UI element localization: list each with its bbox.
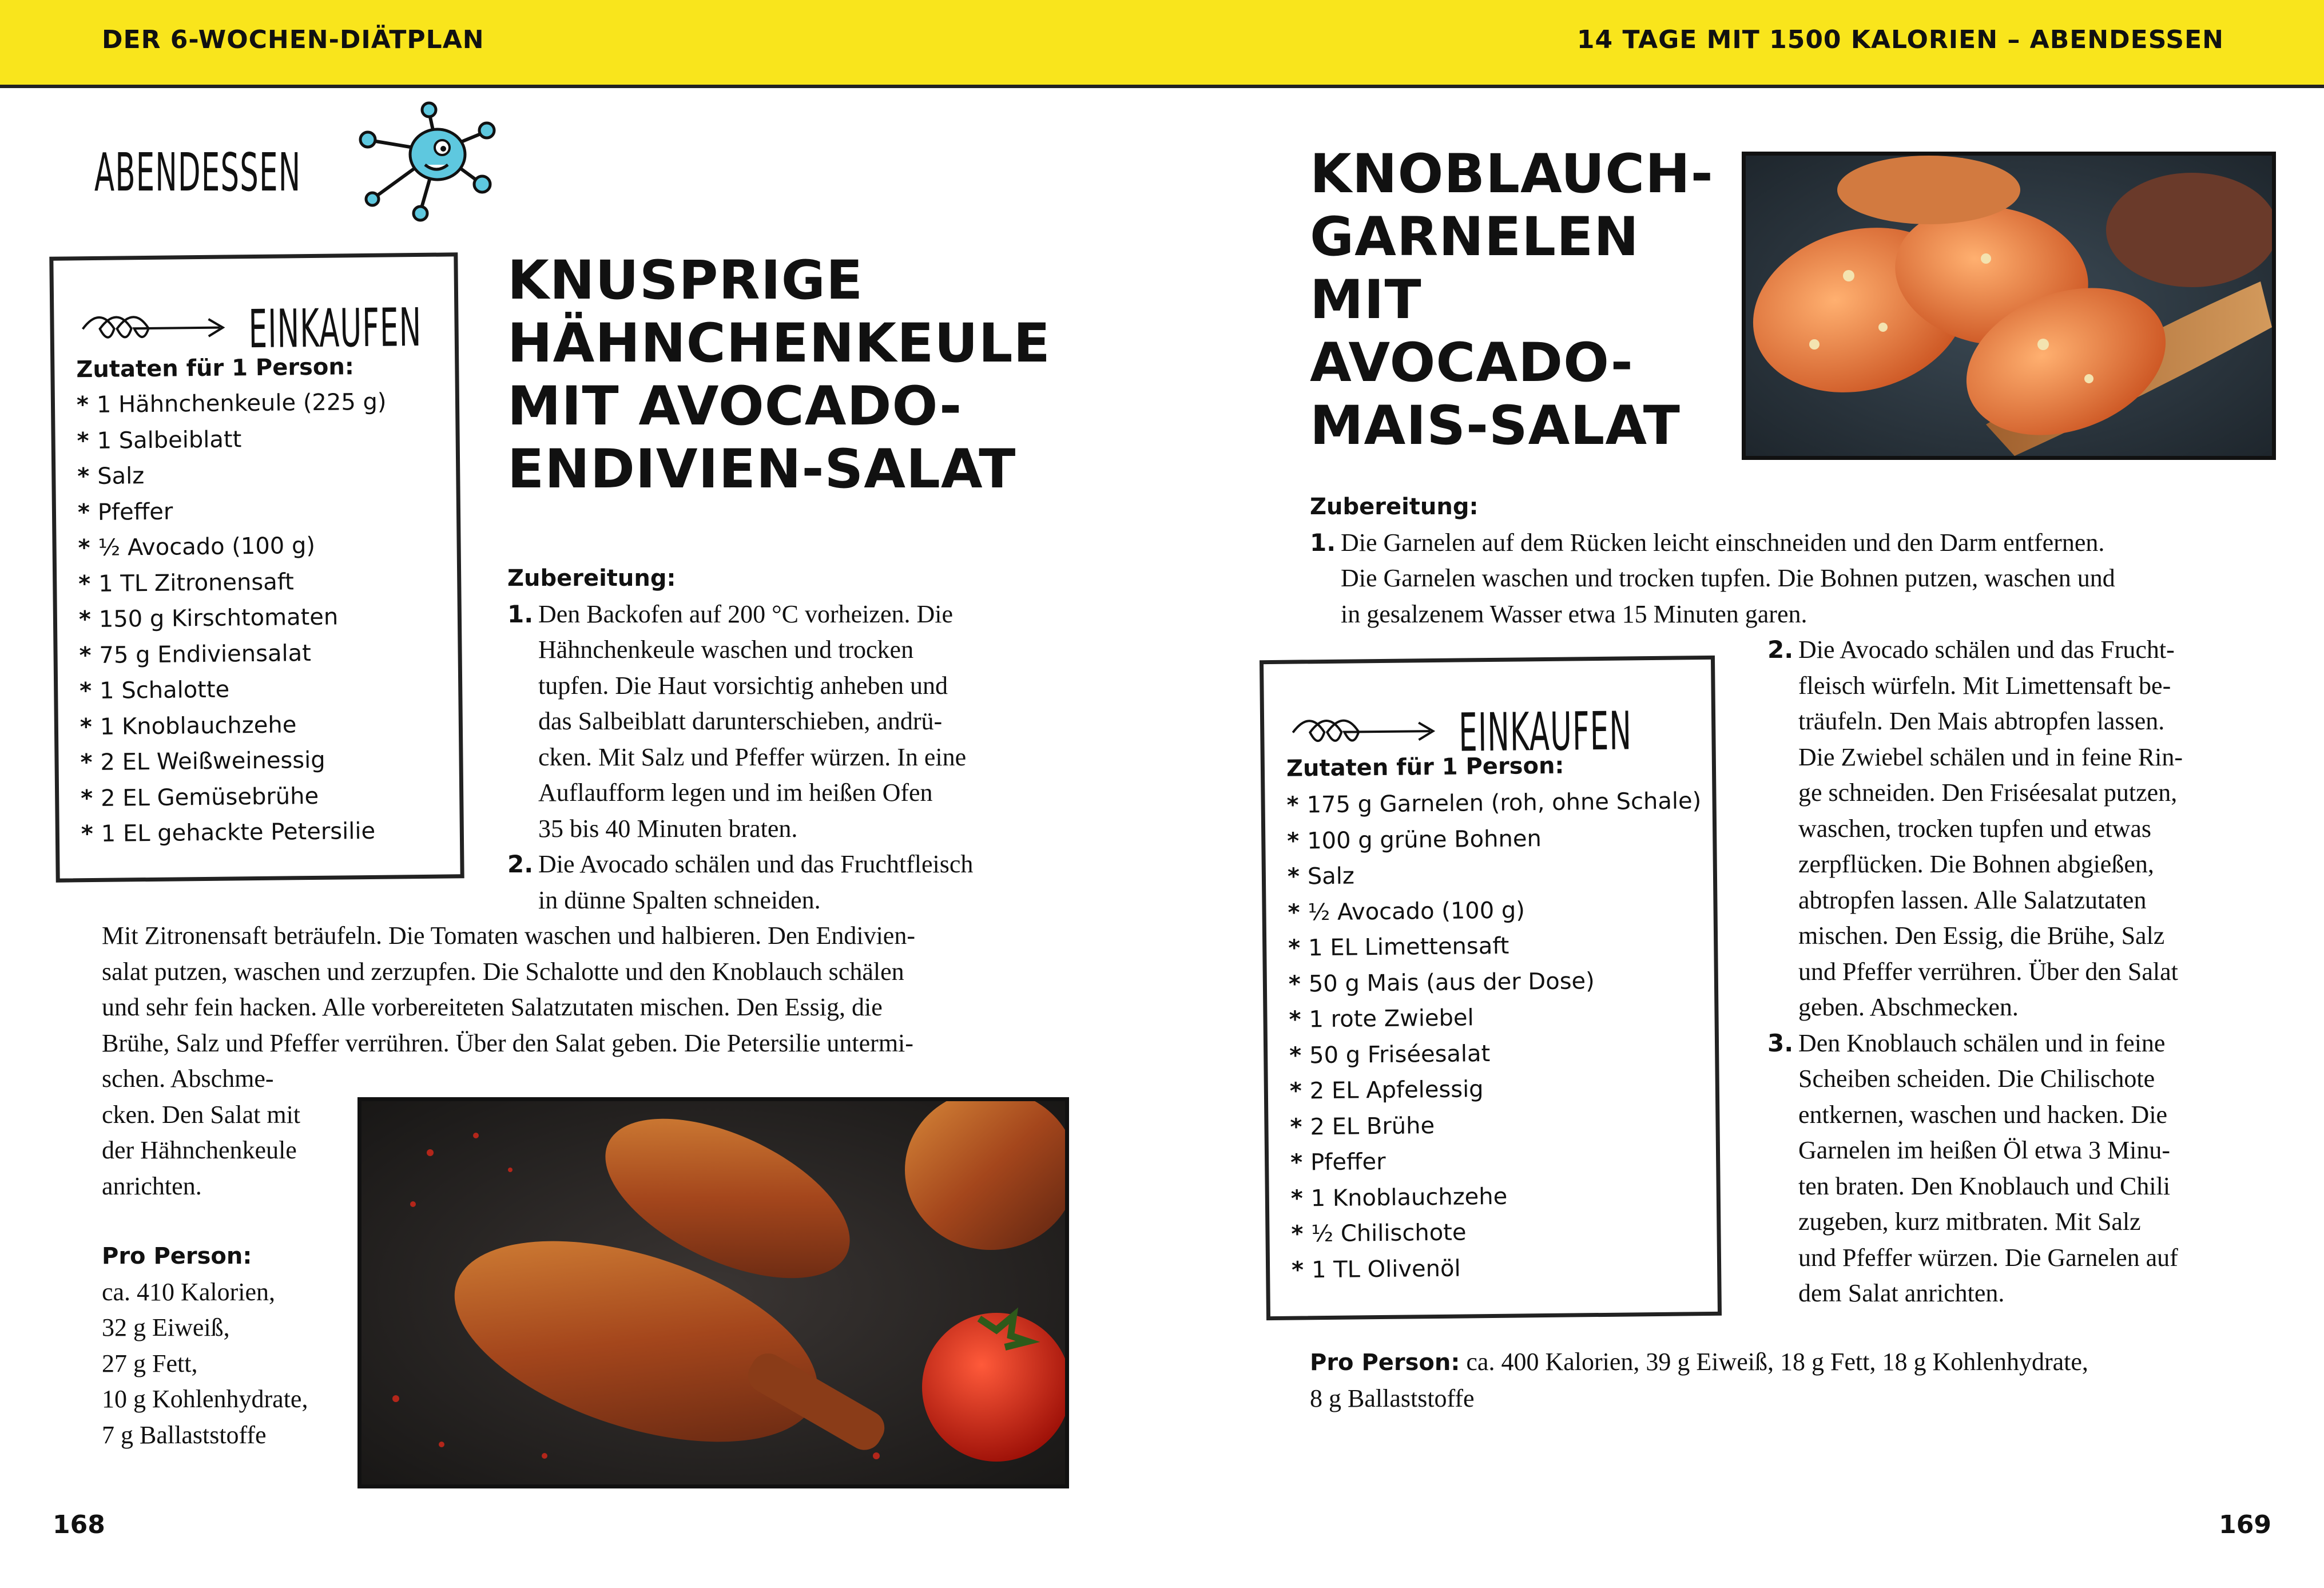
step-3-right: 3. Den Knoblauch schälen und in feine Scheiben scheiden. Die Chilischote entkernen, waschen und hacken. Die Garnelen im heißen Öl etwa 3 Minu- ten braten. Den Knoblauch und Chili zugeben, kurz mitbraten. Mit Salz und Pfeffer würzen. Die Garnelen auf dem Salat anrichten.: [1767, 1029, 2178, 1307]
arrow-doodle-icon: [77, 293, 232, 358]
ingredients-list-right: [1286, 783, 1706, 1288]
header-left-title: DER 6-WOCHEN-DIÄTPLAN: [102, 25, 484, 54]
ingredient-item: * Pfeffer: [1290, 1148, 1386, 1176]
preparation-right-column: [1767, 632, 2282, 1312]
shopping-box-right: [1260, 656, 1722, 1320]
preparation-right: [1310, 489, 2282, 632]
preparation-left: [507, 561, 1022, 918]
nutrition-right: Pro Person: ca. 400 Kalorien, 39 g Eiweiß, 18 g Fett, 18 g Kohlenhydrate, 8 g Ballaststoffe: [1310, 1348, 2088, 1412]
ingredient-item: * Salz: [1287, 863, 1355, 890]
page-number-left: 168: [53, 1510, 105, 1539]
ingredient-item: * ½ Avocado (100 g): [78, 532, 316, 562]
ingredient-item: * ½ Avocado (100 g): [1288, 896, 1526, 926]
shopping-title-right: EINKAUFEN: [1458, 700, 1632, 764]
ingredient-item: * 2 EL Weißweinessig: [80, 747, 325, 776]
ingredient-item: * 1 Knoblauchzehe: [1290, 1183, 1508, 1212]
ingredient-item: * 1 rote Zwiebel: [1289, 1005, 1474, 1033]
ingredients-heading: Zutaten für 1 Person:: [76, 354, 355, 383]
virus-mascot-icon: [352, 97, 500, 229]
preparation-left-continued: Mit Zitronensaft beträufeln. Die Tomaten waschen und halbieren. Den Endivien- salat putzen, waschen und zerzupfen. Die Schalotte und den Knoblauch schälen und sehr fein hacken. Alle vorbereiteten Salatzutaten mischen. Den Essig, die Brühe, Salz und Pfeffer verrühren. Über den Salat geben. Die Petersilie untermi- schen. Abschme- cken. Den Salat mit der Hähnchenkeule anrichten.: [102, 922, 915, 1200]
shopping-box-left: [49, 252, 464, 882]
ingredient-item: * 50 g Mais (aus der Dose): [1288, 967, 1595, 998]
ingredient-item: * 100 g grüne Bohnen: [1287, 825, 1542, 855]
prep-heading: Zubereitung:: [507, 565, 676, 591]
prep-heading-right: Zubereitung:: [1310, 494, 1479, 520]
ingredient-item: * 1 EL gehackte Petersilie: [81, 817, 376, 848]
shopping-title: EINKAUFEN: [248, 296, 422, 360]
page-number-right: 169: [2219, 1510, 2271, 1539]
ingredient-item: * Pfeffer: [77, 498, 173, 526]
ingredient-item: * 1 TL Zitronensaft: [78, 568, 294, 597]
recipe-title-left: KNUSPRIGE HÄHNCHENKEULE MIT AVOCADO- ENDIVIEN-SALAT: [507, 249, 1051, 501]
ingredient-item: * 1 EL Limettensaft: [1288, 932, 1509, 962]
arrow-doodle-icon: [1287, 697, 1442, 761]
ingredient-item: * Salz: [77, 463, 145, 490]
ingredient-item: * 75 g Endiviensalat: [79, 640, 311, 669]
ingredient-item: * 2 EL Apfelessig: [1289, 1076, 1484, 1105]
ingredients-heading-right: Zutaten für 1 Person:: [1286, 752, 1564, 782]
ingredient-item: * 50 g Friséesalat: [1289, 1040, 1491, 1069]
ingredients-list-left: [77, 384, 391, 852]
header-right-title: 14 TAGE MIT 1500 KALORIEN – ABENDESSEN: [1576, 25, 2224, 54]
section-label: ABENDESSEN: [94, 142, 301, 203]
ingredient-item: * 1 Schalotte: [80, 676, 230, 705]
nutrition-left: Pro Person: ca. 410 Kalorien, 32 g Eiweiß, 27 g Fett, 10 g Kohlenhydrate, 7 g Ballaststoffe: [102, 1243, 308, 1449]
step-1: 1. Den Backofen auf 200 °C vorheizen. Die Hähnchenkeule waschen und trocken tupfen. Die Haut vorsichtig anheben und das Salbeiblatt darunterschieben, andrü- cken. Mit Salz und Pfeffer würzen. In eine Auflaufform legen und im heißen Ofen 35 bis 40 Minuten braten.: [507, 600, 967, 843]
ingredient-item: * 1 Hähnchenkeule (225 g): [76, 388, 387, 419]
step-2: 2. Die Avocado schälen und das Fruchtfleisch in dünne Spalten schneiden.: [507, 850, 974, 914]
ingredient-item: * 1 Salbeiblatt: [77, 426, 242, 454]
garlic-shrimp-photo: [1742, 152, 2276, 460]
step-2-right: 2. Die Avocado schälen und das Frucht- fleisch würfeln. Mit Limettensaft be- träufeln. Den Mais abtropfen lassen. Die Zwiebel schälen und in feine Rin- ge schneiden. Den Friséesalat putzen, waschen, trocken tupfen und etwas zerpflücken. Die Bohnen abgießen, abtropfen lassen. Alle Salatzutaten mischen. Den Essig, die Brühe, Salz und Pfeffer verrühren. Über den Salat geben. Abschmecken.: [1767, 636, 2183, 1021]
step-1-right: 1. Die Garnelen auf dem Rücken leicht einschneiden und den Darm entfernen. Die Garnelen waschen und trocken tupfen. Die Bohnen putzen, waschen und in gesalzenem Wasser etwa 15 Minuten garen.: [1310, 528, 2115, 628]
chicken-drumsticks-photo: [357, 1097, 1069, 1488]
ingredient-item: * 1 Knoblauchzehe: [80, 711, 297, 740]
recipe-title-right: KNOBLAUCH- GARNELEN MIT AVOCADO- MAIS-SALAT: [1310, 143, 1714, 457]
shopping-header-left: [77, 291, 449, 363]
ingredient-item: * 2 EL Gemüsebrühe: [80, 783, 319, 812]
ingredient-item: * 1 TL Olivenöl: [1291, 1255, 1461, 1284]
ingredient-item: * 2 EL Brühe: [1290, 1112, 1435, 1141]
header-bar: [0, 0, 2324, 88]
ingredient-item: * ½ Chilischote: [1291, 1219, 1467, 1248]
ingredient-item: * 150 g Kirschtomaten: [78, 604, 339, 633]
ingredient-item: * 175 g Garnelen (roh, ohne Schale): [1286, 788, 1702, 819]
